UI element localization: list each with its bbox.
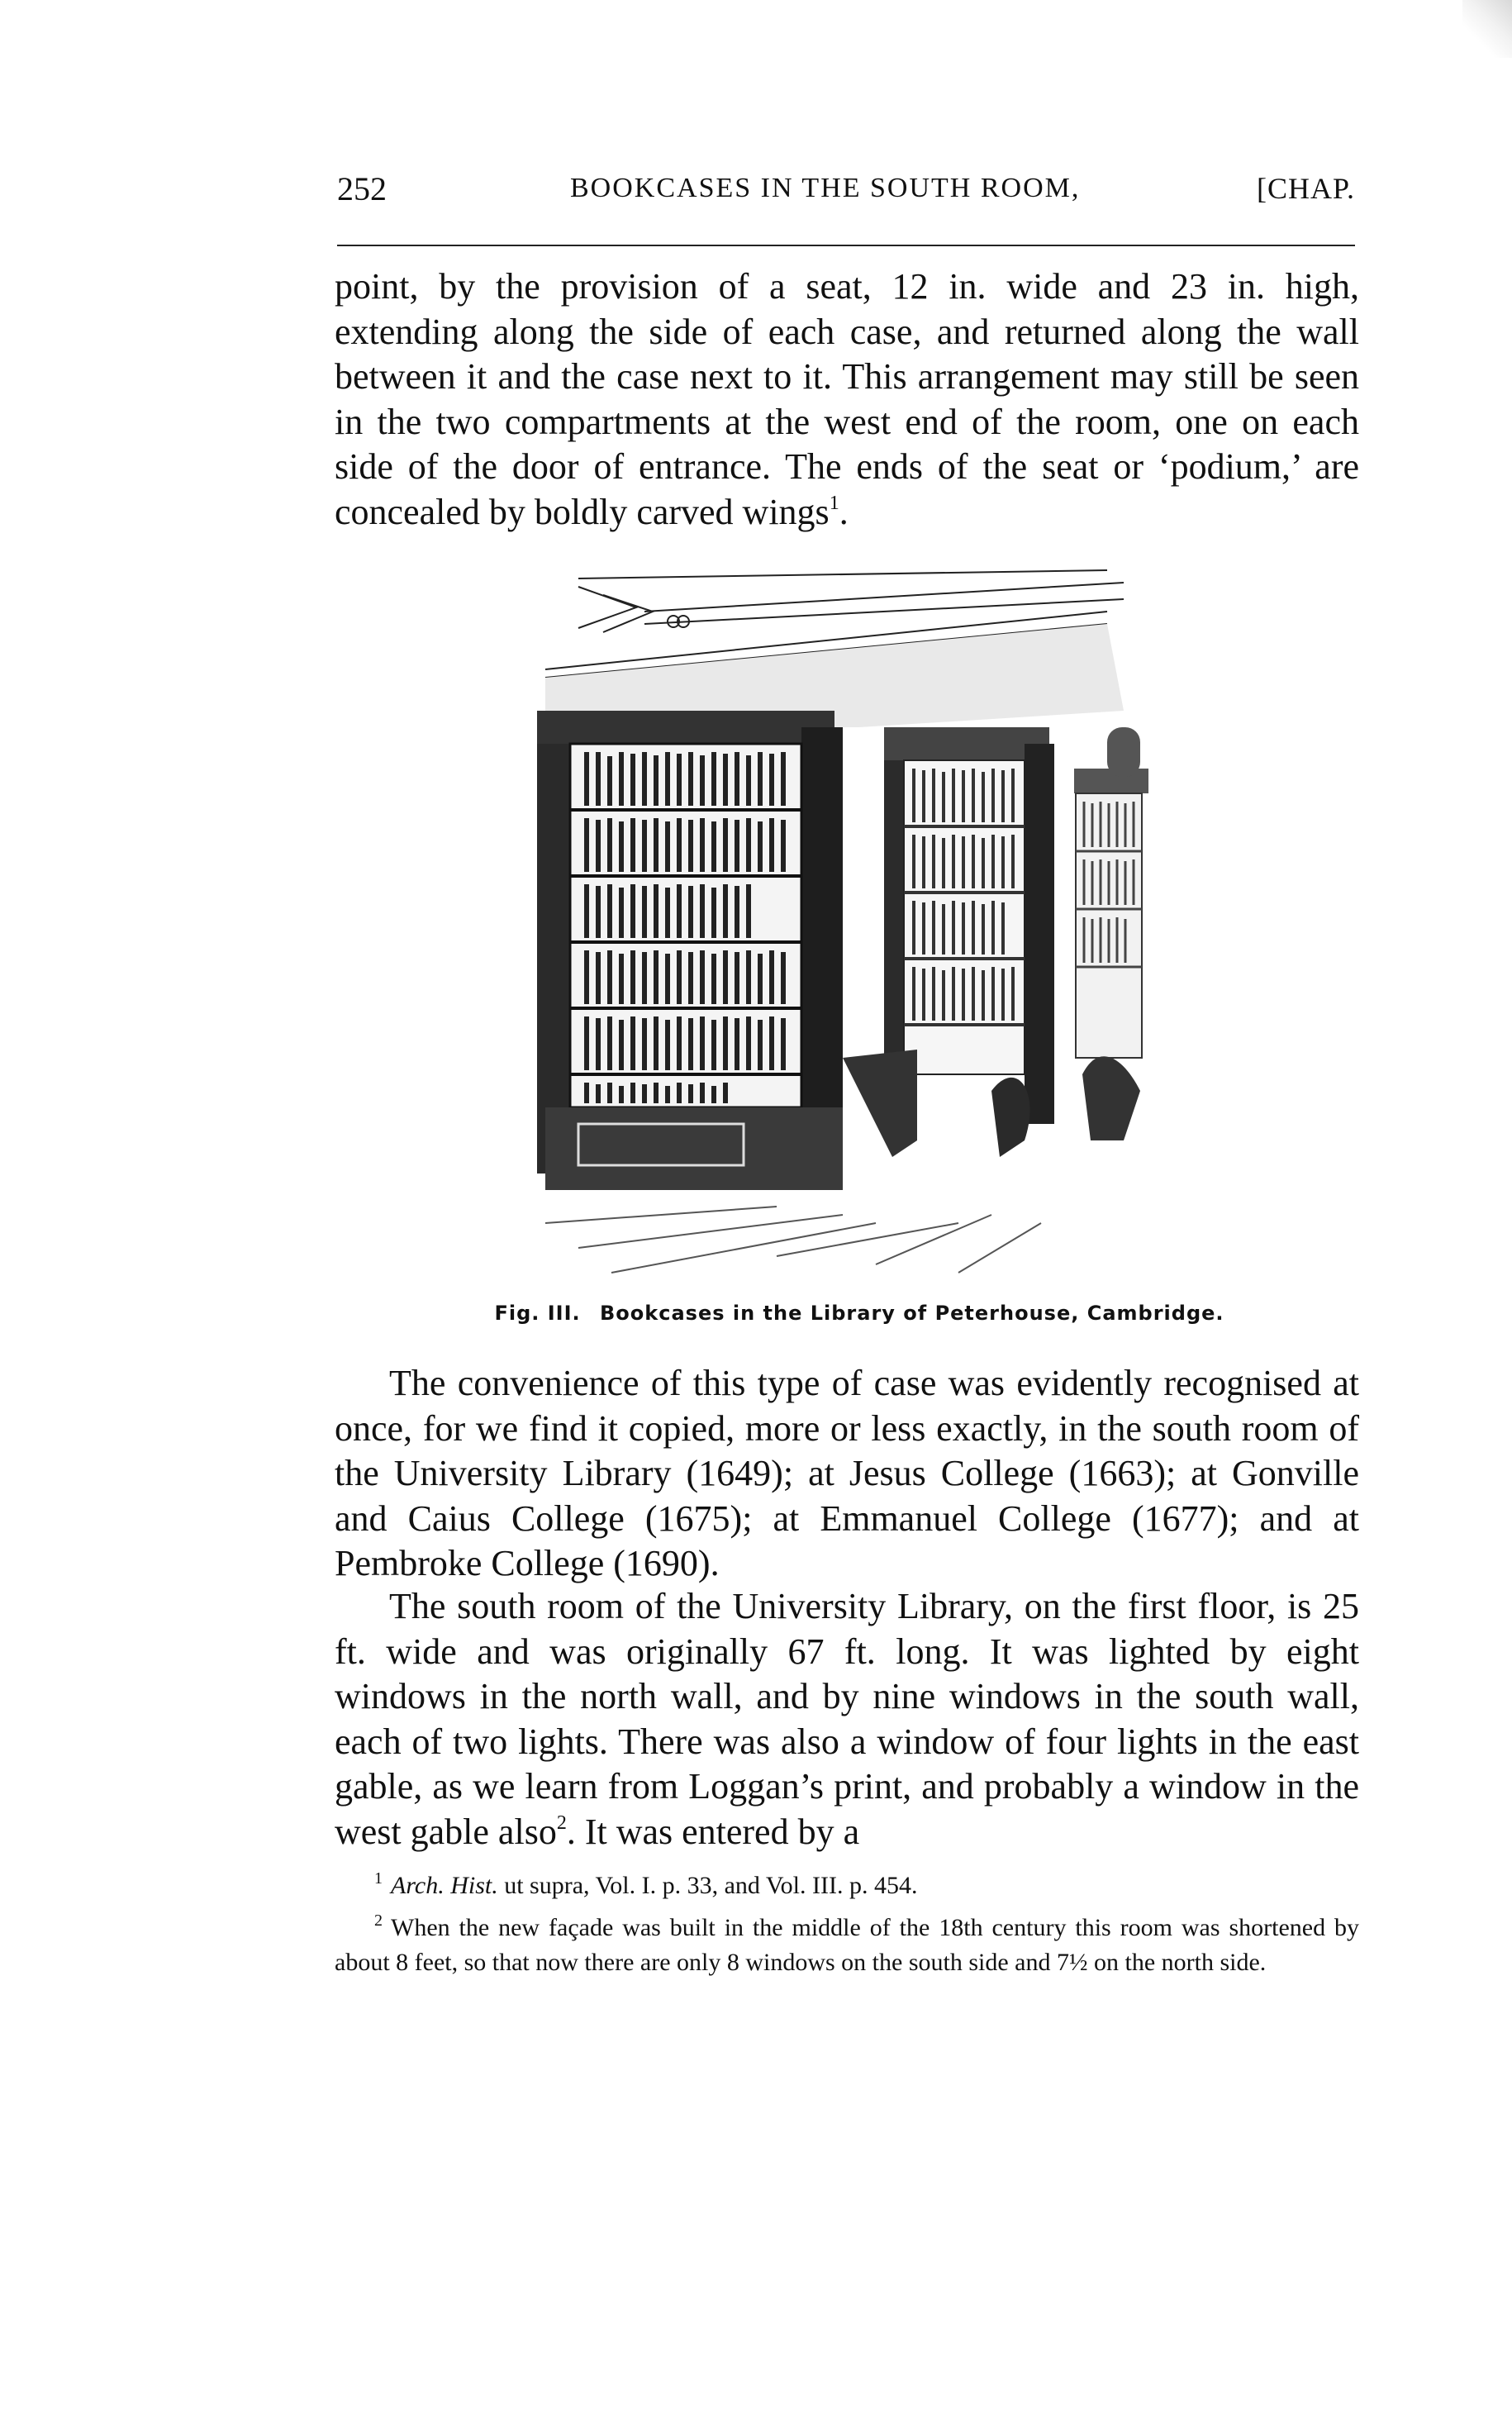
front-bookcase (537, 711, 843, 1190)
footnote-ref-1: 1 (829, 492, 839, 514)
figure-caption-text: Bookcases in the Library of Peterhouse, Cambridge. (600, 1302, 1224, 1325)
footnote-2-mark: 2 (374, 1911, 383, 1930)
paragraph-1-end: . (839, 491, 849, 532)
scan-corner-shadow (1462, 0, 1512, 58)
bookcase-illustration (529, 562, 1157, 1289)
footnote-1-mark: 1 (374, 1869, 383, 1888)
bookcase-engraving (529, 562, 1157, 1289)
footnotes (335, 1861, 1359, 1980)
footnote-1 (335, 1861, 1359, 1903)
paragraph-3-text: The south room of the University Library, on the first floor, is 25 ft. wide and was originally 67 ft. long. It was lighted by eight windows in the north wall, and by nine windows in the south wall, each of two lights. There was also a window of four lights in the east gable, as we learn from Loggan’s print, and probably a window in the west gable also (335, 1586, 1359, 1852)
footnote-1-italic: Arch. Hist. (391, 1872, 498, 1899)
paragraph-1 (335, 264, 1359, 535)
paragraph-3-end: . It was entered by a (566, 1811, 860, 1852)
paragraph-2: The convenience of this type of case was evidently recognised at once, for we find it copied, more or less exactly, in the south room of the University Library (1649); at Jesus College (1663); at Gonville and Caius College (1675); at Emmanuel College (1677); and at Pembroke College (1690). (335, 1363, 1359, 1583)
running-title: BOOKCASES IN THE SOUTH ROOM, (570, 173, 1081, 203)
figure-label: Fig. III. (494, 1302, 581, 1325)
middle-bookcase (843, 727, 1054, 1157)
running-head (337, 169, 1355, 219)
paragraph-1-text: point, by the provision of a seat, 12 in. wide and 23 in. high, extending along the side of each case, and returned along the wall between it and the case next to it. This arrangement may still be seen in the two compartments at the west end of the room, one on each side of the door of entrance. The ends of the seat or ‘podium,’ are concealed by boldly carved wings (335, 266, 1359, 532)
footnote-2-text: When the new façade was built in the middle of the 18th century this room was shortened by about 8 feet, so that now there are only 8 windows on the south side and 7½ on the north side. (335, 1914, 1359, 1976)
figure-caption (463, 1302, 1256, 1325)
chapter-marker: [CHAP. (1256, 172, 1355, 205)
floor-lines (545, 1207, 1041, 1273)
footnote-1-text: ut supra, Vol. I. p. 33, and Vol. III. p. 454. (504, 1872, 918, 1899)
paragraph-3 (335, 1584, 1359, 1854)
page-number: 252 (337, 170, 387, 207)
footnote-ref-2: 2 (556, 1812, 567, 1834)
header-rule (337, 245, 1355, 246)
footnote-2 (335, 1903, 1359, 1980)
far-bookcase (1074, 727, 1148, 1140)
